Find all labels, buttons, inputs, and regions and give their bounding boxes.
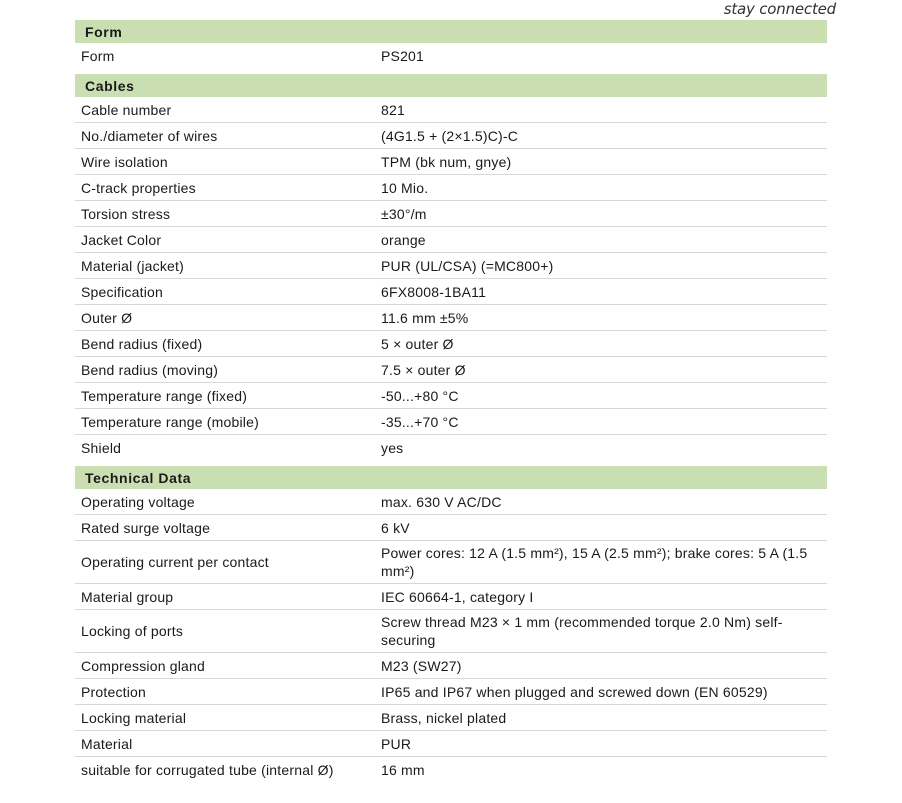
spec-label: Wire isolation xyxy=(81,153,168,170)
spec-label: No./diameter of wires xyxy=(81,127,218,144)
spec-value: Screw thread M23 × 1 mm (recommended torque 2.0 Nm) self-securing xyxy=(381,614,783,648)
spec-label: Operating voltage xyxy=(81,493,195,510)
spec-label: Specification xyxy=(81,283,163,300)
spec-label: Torsion stress xyxy=(81,205,171,222)
spec-value: M23 (SW27) xyxy=(381,657,462,674)
spec-row xyxy=(75,279,827,305)
spec-row xyxy=(75,705,827,731)
spec-label: Outer Ø xyxy=(81,309,133,326)
spec-row xyxy=(75,97,827,123)
spec-label: Cable number xyxy=(81,101,172,118)
spec-label: Rated surge voltage xyxy=(81,519,211,536)
spec-row xyxy=(75,383,827,409)
spec-value: Brass, nickel plated xyxy=(381,709,507,726)
spec-value: PUR xyxy=(381,735,412,752)
spec-value: ±30°/m xyxy=(381,205,427,222)
spec-value: 6FX8008-1BA11 xyxy=(381,283,487,300)
section-header-form: Form xyxy=(75,20,827,43)
spec-value: 11.6 mm ±5% xyxy=(381,309,469,326)
spec-label: Material group xyxy=(81,588,174,605)
spec-label: Form xyxy=(81,47,115,64)
spec-label: Bend radius (fixed) xyxy=(81,335,203,352)
spec-row xyxy=(75,610,827,653)
spec-row xyxy=(75,331,827,357)
spec-value: PUR (UL/CSA) (=MC800+) xyxy=(381,257,554,274)
spec-sheet xyxy=(75,20,827,782)
spec-value: TPM (bk num, gnye) xyxy=(381,153,512,170)
section-rows-cables xyxy=(75,97,827,460)
spec-row xyxy=(75,757,827,782)
spec-value: 5 × outer Ø xyxy=(381,335,454,352)
spec-row xyxy=(75,201,827,227)
spec-value: yes xyxy=(381,439,404,456)
spec-row xyxy=(75,584,827,610)
spec-label: Operating current per contact xyxy=(81,554,269,570)
spec-value: 821 xyxy=(381,101,405,118)
spec-value: max. 630 V AC/DC xyxy=(381,493,502,510)
spec-label: Material xyxy=(81,735,133,752)
spec-value: IEC 60664-1, category I xyxy=(381,588,534,605)
spec-row xyxy=(75,489,827,515)
spec-row xyxy=(75,515,827,541)
spec-row xyxy=(75,653,827,679)
spec-value: Power cores: 12 A (1.5 mm²), 15 A (2.5 mm²); brake cores: 5 A (1.5 mm²) xyxy=(381,545,808,579)
section-header-cables: Cables xyxy=(75,74,827,97)
spec-value: (4G1.5 + (2×1.5)C)-C xyxy=(381,127,519,144)
spec-label: Locking of ports xyxy=(81,623,184,639)
spec-value: -50...+80 °C xyxy=(381,387,459,404)
spec-label: suitable for corrugated tube (internal Ø) xyxy=(81,761,334,778)
spec-label: Locking material xyxy=(81,709,187,726)
spec-row xyxy=(75,731,827,757)
spec-label: Bend radius (moving) xyxy=(81,361,219,378)
spec-row xyxy=(75,409,827,435)
section-header-technical-data: Technical Data xyxy=(75,466,827,489)
brand-tagline: stay connected xyxy=(723,0,836,18)
spec-row xyxy=(75,305,827,331)
spec-value: 6 kV xyxy=(381,519,410,536)
spec-row xyxy=(75,175,827,201)
spec-value: IP65 and IP67 when plugged and screwed down (EN 60529) xyxy=(381,683,768,700)
spec-row xyxy=(75,253,827,279)
spec-value: PS201 xyxy=(381,47,425,64)
spec-row xyxy=(75,149,827,175)
spec-row xyxy=(75,123,827,149)
spec-row xyxy=(75,357,827,383)
spec-label: Compression gland xyxy=(81,657,206,674)
spec-label: Shield xyxy=(81,439,122,456)
spec-value: orange xyxy=(381,231,426,248)
spec-label: Material (jacket) xyxy=(81,257,184,274)
spec-label: Temperature range (mobile) xyxy=(81,413,259,430)
spec-row xyxy=(75,43,827,68)
spec-label: C-track properties xyxy=(81,179,196,196)
spec-row xyxy=(75,679,827,705)
spec-label: Jacket Color xyxy=(81,231,162,248)
section-rows-technical-data xyxy=(75,489,827,782)
spec-row xyxy=(75,227,827,253)
section-rows-form xyxy=(75,43,827,68)
spec-row xyxy=(75,435,827,460)
spec-value: 7.5 × outer Ø xyxy=(381,361,466,378)
spec-label: Temperature range (fixed) xyxy=(81,387,248,404)
spec-label: Protection xyxy=(81,683,147,700)
spec-value: 16 mm xyxy=(381,761,425,778)
spec-value: -35...+70 °C xyxy=(381,413,459,430)
spec-row xyxy=(75,541,827,584)
spec-value: 10 Mio. xyxy=(381,179,429,196)
